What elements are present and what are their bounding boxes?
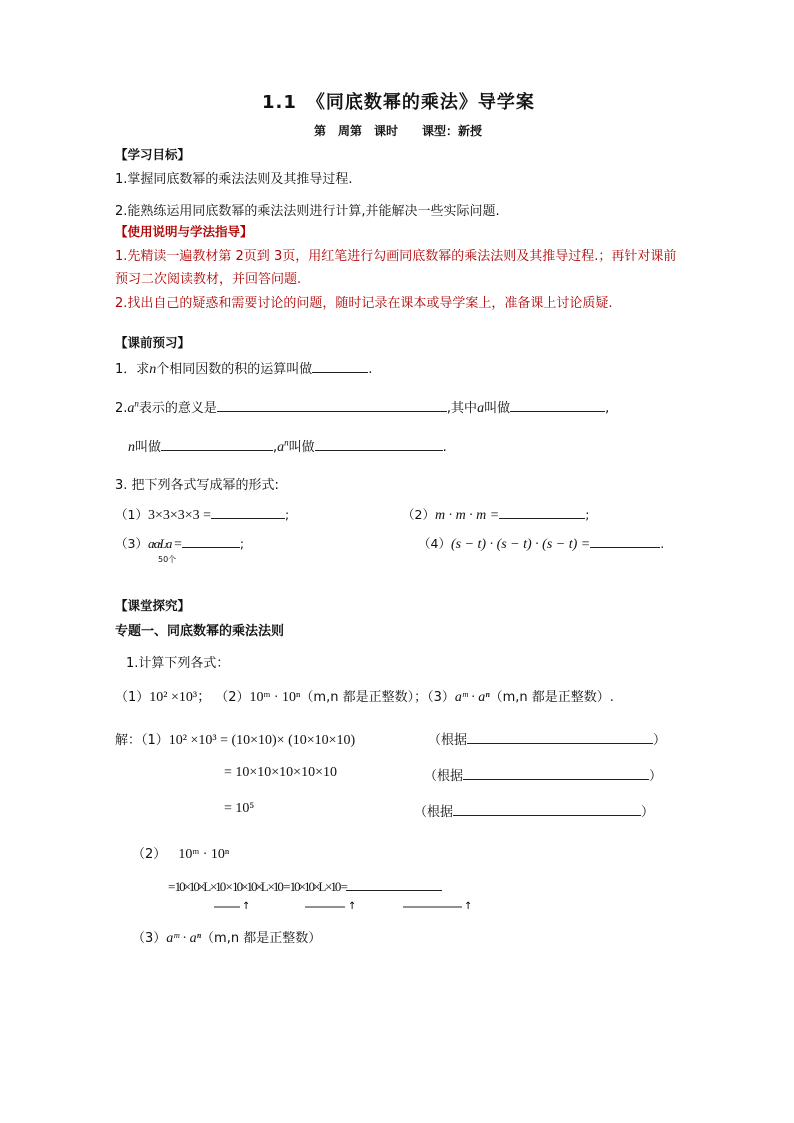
q3-item-1 — [115, 505, 289, 524]
q2-comma: , — [273, 440, 278, 455]
solution-2-underbraces — [200, 896, 490, 910]
q1-blank[interactable] — [312, 360, 368, 373]
ex1-expr: 10² ×10³； — [149, 690, 212, 705]
underbrace-1-arrow: ↑ — [242, 901, 251, 910]
q3-3-expr: a·a·L·a — [147, 536, 171, 551]
q2-var-a: a — [477, 401, 485, 416]
q2-text-a: 表示的意义是 — [138, 401, 217, 416]
q2-text-d: 叫做 — [135, 440, 162, 455]
q3-2-label: （2） — [402, 507, 435, 522]
solution-label: 解：（1） — [115, 733, 169, 748]
q3-3-label: （3） — [115, 536, 148, 551]
basis-1 — [428, 729, 666, 748]
q3-item-4 — [418, 534, 664, 553]
usage-item-1-cont: 预习二次阅读教材，并回答问题. — [115, 272, 302, 287]
solution-1-line-2: = 10×10×10×10×10 — [224, 765, 337, 780]
solution-3-label: （3） — [132, 931, 167, 946]
basis-2-label: （根据 — [424, 769, 464, 784]
q2-a-power-n: $a^n$ — [127, 398, 139, 416]
q3-item-2 — [402, 505, 589, 524]
basis-3-close: ） — [641, 805, 655, 820]
question-2-cont — [128, 436, 447, 456]
q3-2-semi: ; — [585, 507, 590, 522]
q2-text-b: ,其中 — [446, 401, 478, 416]
q2-blank-meaning[interactable] — [217, 399, 447, 412]
q1-end: . — [368, 362, 373, 377]
basis-2-blank[interactable] — [463, 767, 649, 780]
underbrace-3-arrow: ↑ — [464, 901, 473, 910]
q3-2-blank[interactable] — [499, 506, 585, 519]
ex3-expr: aᵐ · aⁿ — [454, 690, 490, 705]
solution-1-line-3: = 10⁵ — [224, 801, 255, 816]
basis-3-label: （根据 — [414, 805, 454, 820]
goals-header: 【学习目标】 — [115, 147, 191, 162]
solution-3 — [132, 927, 321, 947]
q2-blank-power[interactable] — [315, 438, 443, 451]
question-2 — [115, 397, 609, 417]
q2-end2: . — [442, 440, 447, 455]
solution-2-header — [132, 843, 229, 863]
solution-2-expr: 10ᵐ · 10ⁿ — [178, 847, 230, 862]
solution-2-garbled-expr: = 10×10×L ×10 × 10×10×L ×10 = 10×10×L ×10 = — [168, 879, 346, 894]
basis-2-close: ） — [649, 769, 663, 784]
solution-2-line — [168, 876, 442, 895]
ex3-label: （3） — [427, 690, 455, 705]
q3-4-blank[interactable] — [590, 535, 660, 548]
explore-header: 【课堂探究】 — [115, 598, 191, 613]
q2-text-c: 叫做 — [484, 401, 511, 416]
q3-3-semi: ; — [239, 536, 245, 551]
q2-a-power-n-2: $a^n$ — [277, 437, 289, 455]
page-title: 1.1 《同底数幂的乘法》导学案 — [262, 92, 535, 113]
calc-prompt: 1.计算下列各式： — [126, 656, 230, 671]
q1-prefix: 1．求 — [115, 362, 150, 377]
preview-header: 【课前预习】 — [115, 335, 191, 350]
q2-blank-n[interactable] — [161, 438, 273, 451]
solution-2-blank[interactable] — [346, 878, 442, 891]
basis-2 — [424, 765, 662, 784]
q3-2-expr: m · m · m = — [434, 508, 500, 523]
q3-4-expr: (s − t) · (s − t) · (s − t) = — [450, 537, 591, 552]
ex1-label: （1） — [115, 690, 150, 705]
exercise-row — [115, 686, 614, 706]
q3-1-blank[interactable] — [211, 506, 285, 519]
q2-num: 2. — [115, 401, 128, 416]
ex2-cond: （m,n 都是正整数）； — [300, 690, 428, 705]
q3-item-3: （3）a·a·L·a = ; — [115, 536, 245, 552]
usage-item-2: 2.找出自己的疑惑和需要讨论的问题，随时记录在课本或导学案上，准备课上讨论质疑. — [115, 296, 613, 311]
q3-1-expr: 3×3×3×3 = — [147, 508, 212, 523]
goal-item-1: 1.掌握同底数幂的乘法法则及其推导过程. — [115, 172, 353, 187]
q2-end: , — [605, 401, 610, 416]
q3-3-blank[interactable] — [182, 535, 240, 548]
q3-1-label: （1） — [115, 507, 148, 522]
q3-4-dot: . — [660, 536, 665, 551]
question-1 — [115, 358, 372, 378]
q3-3-underbrace-label: 50个 — [158, 555, 177, 564]
q2-text-e: 叫做 — [288, 440, 315, 455]
question-3: 3. 把下列各式写成幂的形式: — [115, 478, 279, 493]
underbrace-2-arrow: ↑ — [348, 901, 357, 910]
q3-1-semi: ; — [285, 507, 290, 522]
goal-item-2: 2.能熟练运用同底数幂的乘法法则进行计算,并能解决一些实际问题. — [115, 204, 500, 219]
basis-1-label: （根据 — [428, 733, 468, 748]
usage-header: 【使用说明与学法指导】 — [115, 224, 253, 239]
basis-1-blank[interactable] — [467, 731, 653, 744]
solution-3-cond: （m,n 都是正整数） — [201, 931, 322, 946]
topic-1-heading: 专题一、同底数幂的乘法法则 — [115, 624, 285, 639]
q3-4-label: （4） — [418, 536, 451, 551]
basis-3-blank[interactable] — [453, 803, 641, 816]
q1-text: 个相同因数的积的运算叫做 — [156, 362, 313, 377]
ex2-expr: 10ᵐ · 10ⁿ — [249, 690, 301, 705]
ex2-label: （2） — [215, 690, 250, 705]
basis-1-close: ） — [653, 733, 667, 748]
q1-variable-n: n — [149, 362, 157, 377]
ex3-cond: （m,n 都是正整数）. — [489, 690, 614, 705]
q2-var-n: n — [128, 440, 135, 455]
solution-1-expr-1: 10² ×10³ = (10×10)× (10×10×10) — [168, 733, 356, 748]
solution-2-label: （2） — [132, 847, 167, 862]
page-subtitle: 第 周第 课时 课型：新授 — [314, 124, 483, 138]
basis-3 — [414, 801, 654, 820]
solution-1-line-1 — [115, 729, 355, 749]
usage-item-1: 1.先精读一遍教材第 2页到 3页，用红笔进行勾画同底数幂的乘法法则及其推导过程.；再针对课前 — [115, 249, 677, 264]
q2-blank-a[interactable] — [510, 399, 605, 412]
solution-3-expr: aᵐ · aⁿ — [166, 931, 202, 946]
